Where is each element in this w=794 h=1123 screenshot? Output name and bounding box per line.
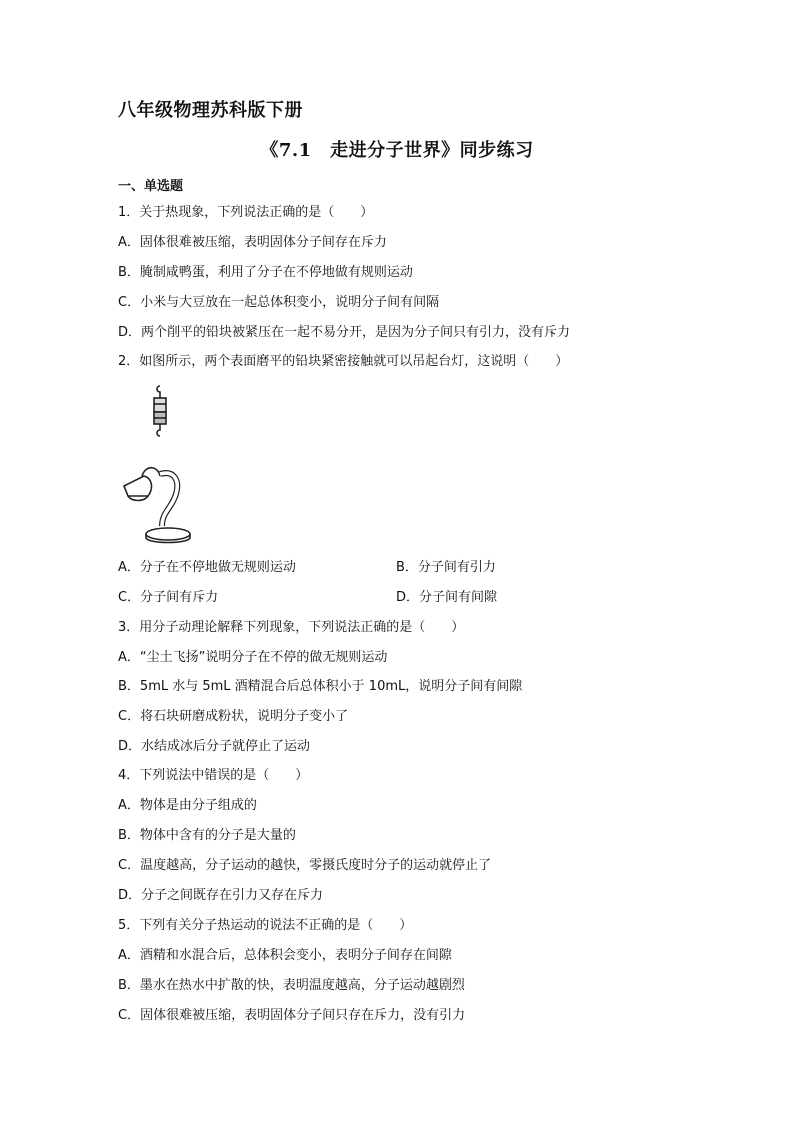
question-1-stem: 1．关于热现象，下列说法正确的是（ ） bbox=[118, 205, 374, 220]
question-2-option-a: A．分子在不停地做无规则运动 bbox=[118, 560, 296, 575]
question-2-option-d: D．分子间有间隙 bbox=[396, 590, 498, 605]
question-1-option-b: B．腌制咸鸭蛋，利用了分子在不停地做有规则运动 bbox=[118, 265, 413, 280]
document-subtitle: 《7.1 走进分子世界》同步练习 bbox=[260, 140, 534, 161]
question-5-option-c: C．固体很难被压缩，表明固体分子间只存在斥力，没有引力 bbox=[118, 1008, 466, 1023]
question-5-option-b: B．墨水在热水中扩散的快，表明温度越高，分子运动越剧烈 bbox=[118, 978, 465, 993]
section-heading: 一、单选题 bbox=[118, 179, 184, 194]
question-4-option-a: A．物体是由分子组成的 bbox=[118, 798, 257, 813]
question-5-option-a: A．酒精和水混合后，总体积会变小，表明分子间存在间隙 bbox=[118, 948, 452, 963]
question-4-stem: 4．下列说法中错误的是（ ） bbox=[118, 768, 309, 783]
question-3-stem: 3．用分子动理论解释下列现象，下列说法正确的是（ ） bbox=[118, 620, 465, 635]
question-4-option-c: C．温度越高，分子运动的越快，零摄氏度时分子的运动就停止了 bbox=[118, 858, 492, 873]
question-3-option-a: A．“尘土飞扬”说明分子在不停的做无规则运动 bbox=[118, 650, 388, 665]
question-1-option-d: D．两个削平的铅块被紧压在一起不易分开，是因为分子间只有引力，没有斥力 bbox=[118, 325, 571, 340]
question-2-option-c: C．分子间有斥力 bbox=[118, 590, 219, 605]
question-4-option-d: D．分子之间既存在引力又存在斥力 bbox=[118, 888, 324, 903]
question-5-stem: 5．下列有关分子热运动的说法不正确的是（ ） bbox=[118, 918, 413, 933]
lead-blocks-lamp-icon bbox=[118, 384, 198, 550]
question-1-option-c: C．小米与大豆放在一起总体积变小，说明分子间有间隔 bbox=[118, 295, 440, 310]
question-3-option-b: B．5mL 水与 5mL 酒精混合后总体积小于 10mL，说明分子间有间隙 bbox=[118, 679, 523, 694]
question-4-option-b: B．物体中含有的分子是大量的 bbox=[118, 828, 296, 843]
question-3-option-c: C．将石块研磨成粉状，说明分子变小了 bbox=[118, 709, 349, 724]
question-3-option-d: D．水结成冰后分子就停止了运动 bbox=[118, 739, 311, 754]
question-2-option-b: B．分子间有引力 bbox=[396, 560, 496, 575]
document-title: 八年级物理苏科版下册 bbox=[118, 100, 303, 121]
page-header bbox=[0, 0, 794, 80]
question-1-option-a: A．固体很难被压缩，表明固体分子间存在斥力 bbox=[118, 235, 387, 250]
question-2-stem: 2．如图所示，两个表面磨平的铅块紧密接触就可以吊起台灯，这说明（ ） bbox=[118, 354, 569, 369]
